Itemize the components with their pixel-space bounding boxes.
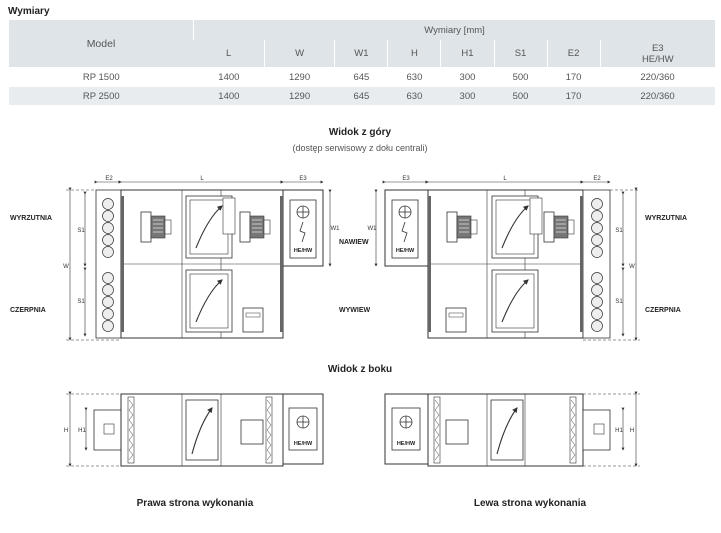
dim-label-s1: S1 xyxy=(615,299,623,305)
side-view-left-variant xyxy=(385,394,640,466)
table-cell: 645 xyxy=(335,67,388,87)
caption-left: Lewa strona wykonania xyxy=(473,498,587,509)
table-cell: 170 xyxy=(547,67,600,87)
top-view-subtitle: (dostęp serwisowy z dołu centrali) xyxy=(292,143,428,153)
col-header-h: H xyxy=(388,40,441,67)
dim-label-w1: W1 xyxy=(367,226,377,232)
label-wyrzutnia-right: WYRZUTNIA xyxy=(645,215,687,222)
dim-label-e2: E2 xyxy=(593,176,601,182)
dim-label-w1: W1 xyxy=(330,226,340,232)
model-cell: RP 1500 xyxy=(9,67,194,87)
table-cell: 1290 xyxy=(264,87,335,105)
dim-label-s1: S1 xyxy=(77,228,85,234)
label-czerpnia-left: CZERPNIA xyxy=(10,307,46,314)
table-cell: 1400 xyxy=(194,87,265,105)
dim-label-l: L xyxy=(200,176,204,182)
dim-label-s1: S1 xyxy=(615,228,623,234)
table-cell: 630 xyxy=(388,67,441,87)
dim-label-w: W xyxy=(629,264,635,270)
model-cell: RP 2500 xyxy=(9,87,194,105)
table-cell: 645 xyxy=(335,87,388,105)
dim-label-h: H xyxy=(63,428,69,434)
label-nawiew: NAWIEW xyxy=(339,239,369,246)
dim-label-w: W xyxy=(63,264,69,270)
side-view-title: Widok z boku xyxy=(327,364,393,375)
dim-label-e3: E3 xyxy=(402,176,410,182)
col-header-e2: E2 xyxy=(547,40,600,67)
table-cell: 220/360 xyxy=(600,67,715,87)
label-wywiew: WYWIEW xyxy=(339,307,371,314)
col-header-l: L xyxy=(225,48,232,59)
dim-label-h1: H1 xyxy=(78,428,86,434)
model-header: Model xyxy=(86,37,116,50)
table-cell: 500 xyxy=(494,87,547,105)
dim-label-s1: S1 xyxy=(77,299,85,305)
col-header-w1: W1 xyxy=(335,40,388,67)
dim-label-e3: E3 xyxy=(299,176,307,182)
table-cell: 630 xyxy=(388,87,441,105)
top-view-left-variant xyxy=(376,182,640,340)
dim-label-l: L xyxy=(503,176,507,182)
hehw-label: HE/HW xyxy=(395,248,415,254)
table-cell: 170 xyxy=(547,87,600,105)
section-heading: Wymiary xyxy=(8,6,50,17)
label-czerpnia-right: CZERPNIA xyxy=(645,307,681,314)
table-cell: 300 xyxy=(441,67,494,87)
col-header-w: W xyxy=(264,40,335,67)
dim-label-h: H xyxy=(629,428,635,434)
top-view-right-variant xyxy=(66,182,330,340)
table-cell: 220/360 xyxy=(600,87,715,105)
table-cell: 1290 xyxy=(264,67,335,87)
label-wyrzutnia-left: WYRZUTNIA xyxy=(10,215,52,222)
side-view-right-variant xyxy=(63,394,323,466)
dim-label-h1: H1 xyxy=(615,428,623,434)
col-header-e3: E3 HE/HW xyxy=(600,40,715,67)
dimensions-group-header: Wymiary [mm] xyxy=(194,20,716,40)
table-cell: 500 xyxy=(494,67,547,87)
dim-label-e2: E2 xyxy=(105,176,113,182)
top-view-title: Widok z góry xyxy=(328,127,392,138)
hehw-label: HE/HW xyxy=(293,441,313,447)
col-header-h1: H1 xyxy=(441,40,494,67)
caption-right: Prawa strona wykonania xyxy=(136,498,254,509)
table-cell: 300 xyxy=(441,87,494,105)
col-header-s1: S1 xyxy=(494,40,547,67)
table-cell: 1400 xyxy=(194,67,265,87)
hehw-label: HE/HW xyxy=(396,441,416,447)
hehw-label: HE/HW xyxy=(293,248,313,254)
